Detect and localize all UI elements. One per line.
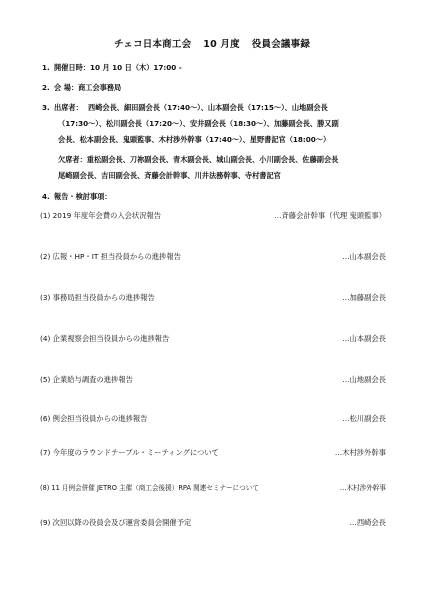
agenda-item-text: (8) 11 月例会併催 JETRO 主催（商工会後援）RPA 関連セミナーについて [40,484,259,492]
agenda-item [40,333,386,344]
agenda-item-reporter: …木村渉外幹事 [339,484,386,492]
agenda-item-reporter: …山地副会長 [342,375,386,384]
datetime-text: 開催日時：10 月 10 日（木）17:00 - [54,63,182,72]
agenda-item-text: (3) 事務局担当役員からの進捗報告 [40,293,155,302]
title-organization: チェコ日本商工会 [113,39,192,50]
section-venue [42,82,121,93]
attendees-line-3: 会長、松本副会長、鬼頭監事、木村渉外幹事（17:40～）、星野書記官（18:00～） [58,135,331,144]
section-agenda [42,191,112,202]
agenda-item [40,413,386,424]
agenda-item-reporter: …松川副会長 [342,414,386,423]
agenda-item-text: (1) 2019 年度年会費の入会状況報告 [40,211,162,220]
agenda-item [40,517,386,528]
agenda-item [40,447,386,458]
agenda-item-text: (9) 次回以降の役員会及び運営委員会開催予定 [40,518,192,527]
attendees-line-2: （17:30～）、松川副会長（17:20～）、安井副会長（18:30～）、加藤副会長、勝又副 [58,119,339,128]
agenda-item-reporter: …加藤副会長 [342,293,386,302]
agenda-item-text: (5) 企業給与調査の進捗報告 [40,375,133,384]
section-number: 3. [42,103,50,112]
agenda-item-reporter: …斉藤会計幹事（代理 鬼頭監事） [274,211,386,220]
venue-text: 会 場：商工会事務局 [54,83,122,92]
section-number: 4. [42,192,50,201]
agenda-item-reporter: …山本副会長 [342,334,386,343]
agenda-item-reporter: …木村渉外幹事 [334,448,386,457]
title-meeting: 役員会議事録 [251,39,311,50]
agenda-item [40,374,386,385]
document-title [0,36,424,50]
agenda-item [40,292,386,303]
agenda-heading: 報告・検討事項： [54,192,112,201]
attendees-line-1: 西崎会長、細田副会長（17:40～）、山本副会長（17:15～）、山地副会長 [88,103,328,112]
section-number: 1. [42,63,50,72]
agenda-item-text: (7) 今年度のラウンドテーブル・ミーティングについて [40,448,219,457]
agenda-item [40,210,386,221]
agenda-item [40,483,386,494]
section-number: 2. [42,83,50,92]
agenda-item-reporter: …山本副会長 [342,252,386,261]
agenda-item-reporter: …西崎会長 [349,518,386,527]
absent-line-2: 尾崎副会長、吉田副会長、斉藤会計幹事、川井法務幹事、寺村書記官 [58,171,281,180]
agenda-item [40,251,386,262]
attendees-label: 出席者： [54,103,83,112]
section-datetime [42,62,182,73]
section-attendees [42,102,83,113]
agenda-item-text: (2) 広報・HP・IT 担当役員からの進捗報告 [40,252,181,261]
title-month: 10 月度 [203,39,240,50]
agenda-item-text: (4) 企業視察会担当役員からの進捗報告 [40,334,170,343]
absent-line-1: 欠席者：重松副会長、刀祢副会長、青木副会長、城山副会長、小川副会長、佐藤副会長 [58,155,339,164]
agenda-item-text: (6) 例会担当役員からの進捗報告 [40,414,148,423]
